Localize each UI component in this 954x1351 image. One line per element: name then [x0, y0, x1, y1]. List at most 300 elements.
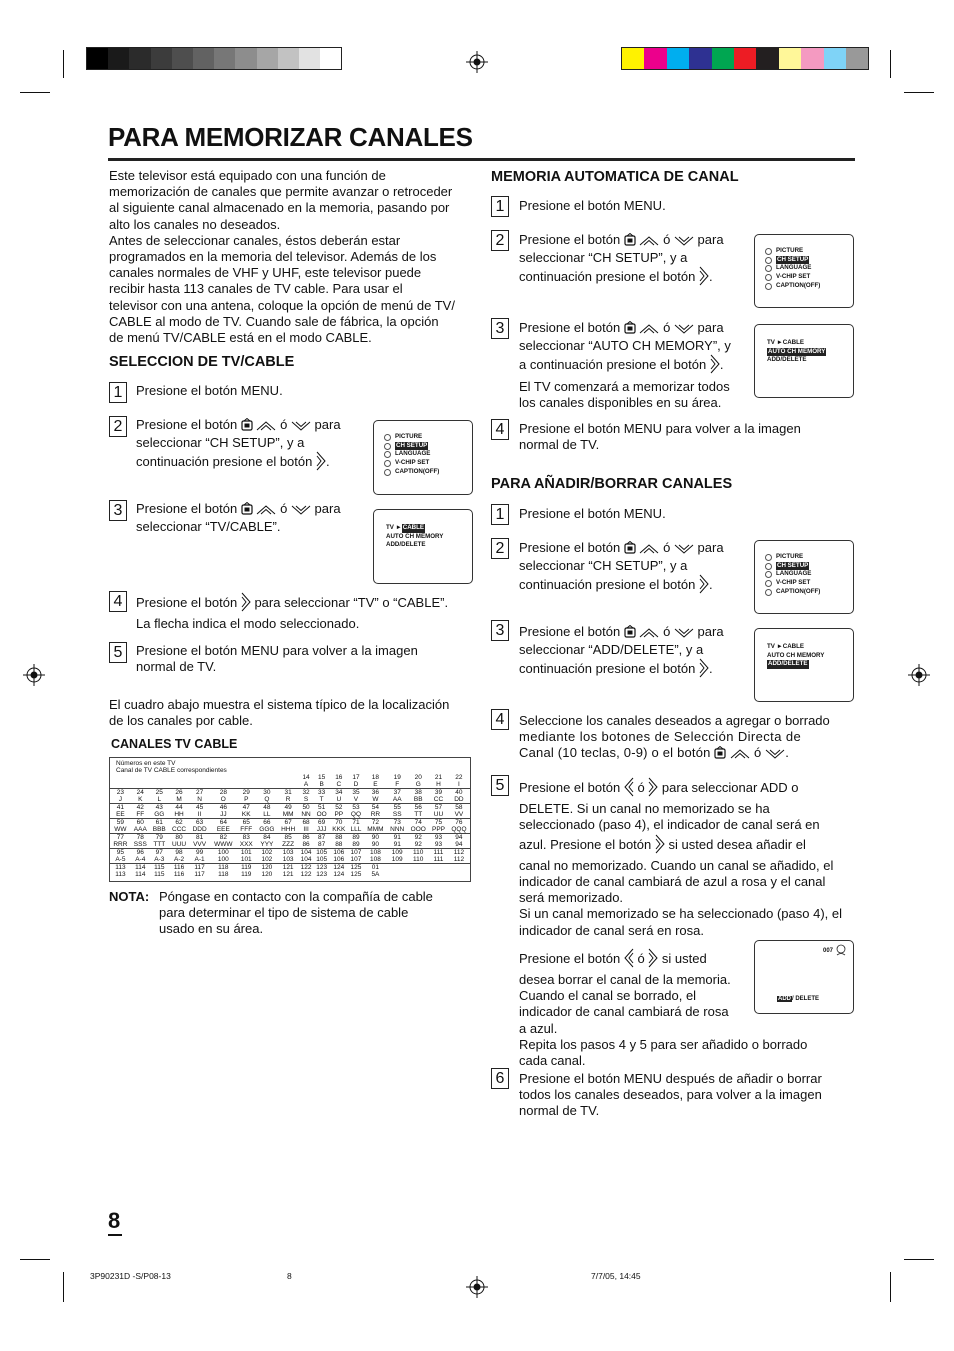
title-rule	[108, 158, 855, 161]
table-cell: KKK	[332, 826, 346, 833]
table-cell: A-1	[194, 856, 205, 863]
crop-mark	[63, 50, 64, 78]
step-text: Presione el botón ó para seleccionar “AUTO CH MEMORY”, y a continuación presione el botón . El TV comenzará a memorizar todos los canales disponibles en su área.	[519, 320, 731, 410]
menu-item-label: ADD/DELETE	[767, 356, 807, 364]
down-arrow-icon	[674, 542, 694, 558]
table-cell: R	[285, 796, 291, 803]
calibration-swatch	[108, 48, 129, 69]
table-row	[110, 841, 471, 849]
table-cell: 101	[240, 856, 252, 863]
table-row	[110, 871, 471, 878]
table-cell: 117	[194, 871, 205, 878]
menu-item-label: V-CHIP SET	[776, 273, 811, 281]
step-text: Presione el botón MENU para volver a la imagen normal de TV.	[136, 643, 418, 675]
table-cell: FFF	[240, 826, 253, 833]
menu-screen-ch-setup	[754, 540, 854, 614]
menu-item-label: ADD/DELETE	[768, 660, 808, 668]
table-cell: A-5	[115, 856, 126, 863]
table-cell: 114	[131, 864, 150, 872]
table-cell: 106	[333, 856, 345, 863]
tv-button-icon	[624, 321, 636, 338]
up-arrow-icon	[639, 626, 659, 642]
table-cell: 116	[169, 864, 190, 872]
table-cell	[407, 871, 429, 878]
crop-mark	[904, 1259, 934, 1260]
channel-screen-add-delete	[754, 940, 854, 1014]
table-cell: UU	[433, 811, 444, 818]
table-cell	[256, 774, 278, 781]
menu-screen-ch-setup	[754, 234, 854, 308]
menu-item-label: AUTO CH MEMORY	[767, 651, 825, 659]
table-cell	[429, 871, 448, 878]
table-cell: 60	[131, 819, 150, 827]
table-cell: 46	[210, 804, 237, 812]
table-row	[110, 789, 471, 797]
table-row	[110, 796, 471, 804]
table-cell: 110	[407, 849, 429, 857]
up-arrow-icon	[639, 542, 659, 558]
table-cell: 69	[314, 819, 330, 827]
step-text: Presione el botón MENU.	[136, 383, 283, 398]
table-cell: CCC	[172, 826, 187, 833]
add-option: ADD	[778, 996, 791, 1002]
table-cell: 53	[348, 804, 364, 812]
table-cell: 15	[318, 774, 326, 781]
table-cell: 77	[110, 834, 131, 842]
table-cell: 104	[300, 856, 312, 863]
step-text: Presione el botón para seleccionar “TV” o “CABLE”. La flecha indica el modo seleccionado.	[136, 592, 471, 632]
calibration-swatch	[824, 48, 846, 69]
table-cell: A	[303, 781, 309, 788]
step-number: 1	[109, 382, 127, 403]
table-cell: 30	[256, 789, 278, 797]
calibration-swatch	[320, 48, 341, 69]
table-cell: 19	[393, 774, 401, 781]
menu-item	[765, 264, 820, 273]
table-cell: 62	[169, 819, 190, 827]
calibration-swatch	[193, 48, 214, 69]
menu-item-icon	[384, 460, 391, 467]
table-cell: 103	[282, 856, 294, 863]
table-cell: 92	[414, 841, 422, 848]
tv-button-icon	[624, 541, 636, 558]
table-cell: 35	[348, 789, 364, 797]
table-cell	[237, 781, 256, 789]
menu-item	[765, 247, 820, 256]
table-cell: PPP	[431, 826, 445, 833]
menu-item-label: CH SETUP	[777, 561, 809, 569]
table-cell: 01	[364, 864, 387, 872]
table-cell: TTT	[153, 841, 166, 848]
table-cell: RR	[370, 811, 381, 818]
right-arrow-icon	[316, 451, 326, 475]
registration-mark-icon	[466, 1276, 488, 1298]
table-cell: FF	[136, 811, 145, 818]
table-row	[110, 811, 471, 819]
table-cell: 102	[261, 856, 273, 863]
table-cell: YYY	[260, 841, 274, 848]
table-row	[110, 804, 471, 812]
menu-item-label: PICTURE	[776, 553, 804, 560]
menu-item-icon	[765, 554, 772, 561]
table-cell: 121	[282, 871, 294, 878]
right-arrow-icon	[699, 658, 709, 682]
table-cell	[169, 774, 190, 781]
table-cell: 113	[110, 864, 131, 872]
table-cell: 18	[371, 774, 380, 781]
table-cell: 57	[429, 804, 448, 812]
table-cell: 94	[448, 834, 471, 842]
table-cell: 41	[110, 804, 131, 812]
table-cell: 106	[329, 849, 348, 857]
table-cell: 89	[348, 834, 364, 842]
right-arrow-icon	[699, 266, 709, 290]
menu-screen-add-delete	[754, 628, 854, 702]
table-cell: 28	[210, 789, 237, 797]
table-cell	[150, 781, 169, 789]
table-cell: 63	[189, 819, 210, 827]
down-arrow-icon	[291, 419, 311, 435]
table-cell: 121	[278, 864, 298, 872]
table-cell: 16	[335, 774, 343, 781]
table-cell	[131, 774, 150, 781]
table-cell: 84	[256, 834, 278, 842]
menu-item-label: CAPTION(OFF)	[395, 467, 440, 475]
calibration-swatch	[756, 48, 778, 69]
step-text: Presione el botón ó para seleccionar ADD o DELETE. Si un canal no memorizado se ha seleccionado (paso 4), el indicador de canal será en azul. Presione el botón si usted desea añadir el canal no memorizado. Cuando un canal se añadido, el indicador de canal cambiará de azul a rosa y el canal será memorizado. Si un canal memorizado se ha seleccionado (paso 4), el indicador de canal será en rosa. Presione el botón ó si usted desea borrar el canal de la memoria. Cuando el canal se borrado, el indicador de canal cambiará de rosa a azul. Repita los pasos 4 y 5 para ser añadido o borrado cada canal.	[519, 777, 855, 1069]
right-arrow-icon	[648, 777, 658, 801]
table-cell	[278, 781, 298, 789]
table-cell: 59	[110, 819, 131, 827]
table-cell: 87	[314, 834, 330, 842]
table-cell: WW	[114, 826, 127, 833]
menu-item	[384, 442, 439, 451]
table-cell: 105	[316, 856, 328, 863]
table-cell: 44	[169, 804, 190, 812]
menu-item-label: CH SETUP	[396, 441, 428, 449]
table-cell: 31	[278, 789, 298, 797]
step-text: Presione el botón MENU después de añadir o borrar todos los canales deseados, para volver a la imagen normal de TV.	[519, 1071, 822, 1119]
up-arrow-icon	[256, 503, 276, 519]
table-cell: 122	[300, 871, 312, 878]
step-text: Presione el botón MENU para volver a la imagen normal de TV.	[519, 421, 801, 453]
table-cell: AA	[392, 796, 402, 803]
menu-item-icon	[765, 265, 772, 272]
table-cell: B	[319, 781, 324, 788]
menu-item-icon	[765, 563, 772, 570]
channel-number: 007	[823, 948, 834, 954]
calibration-swatch	[689, 48, 711, 69]
table-cell: MM	[282, 811, 294, 818]
table-cell: 109	[387, 849, 407, 857]
menu-item	[765, 562, 820, 571]
menu-item-label: TV ►	[767, 643, 783, 650]
menu-item	[767, 643, 824, 652]
table-cell: 85	[278, 834, 298, 842]
step-number: 4	[491, 709, 509, 730]
menu-item-icon	[384, 451, 391, 458]
intro-paragraph: Este televisor está equipado con una función de memorización de canales que permite avanzar o retroceder al siguiente canal almacenado en la memoria, pasando por alto los canales no deseados. Antes de seleccionar canales, éstos deberán estar programados en la memoria del televisor. Además de los canales normales de VHF y UHF, este televisor puede recibir hasta 113 canales de TV cable. Para usar el televisor con una antena, coloque la opción de menú de TV/ CABLE al modo de TV. Cuando sale de fábrica, la opción de menú TV/CABLE está en el modo CABLE.	[109, 168, 455, 346]
table-cell: N	[197, 796, 202, 803]
table-cell: 27	[189, 789, 210, 797]
step-number: 3	[491, 318, 509, 339]
menu-item	[767, 660, 824, 669]
menu-item-label: PICTURE	[776, 247, 804, 254]
table-cell: BB	[413, 796, 423, 803]
table-cell	[237, 774, 256, 781]
menu-item-icon	[765, 248, 772, 255]
calibration-swatch	[846, 48, 868, 69]
section-heading-tv-cable: SELECCION DE TV/CABLE	[109, 354, 295, 370]
menu-item-label: PICTURE	[395, 433, 423, 440]
antenna-icon	[834, 944, 848, 958]
table-cell: SSS	[133, 841, 147, 848]
table-cell: 94	[455, 841, 463, 848]
table-cell: 67	[278, 819, 298, 827]
menu-item	[765, 570, 820, 579]
table-cell: 88	[329, 834, 348, 842]
calibration-swatch	[622, 48, 644, 69]
table-cell: 70	[329, 819, 348, 827]
table-cell: 119	[237, 864, 256, 872]
table-cell: 51	[314, 804, 330, 812]
table-cell	[189, 774, 210, 781]
table-cell: KK	[241, 811, 251, 818]
table-cell: I	[458, 781, 460, 788]
table-cell: 38	[407, 789, 429, 797]
table-cell: A-3	[154, 856, 165, 863]
left-arrow-icon	[624, 777, 634, 801]
tv-button-icon	[624, 625, 636, 642]
table-cell: XXX	[239, 841, 253, 848]
table-cell: VVV	[193, 841, 207, 848]
table-cell: 117	[189, 864, 210, 872]
table-cell: G	[415, 781, 421, 788]
table-cell: 88	[335, 841, 343, 848]
menu-item-icon	[765, 580, 772, 587]
table-cell	[110, 781, 131, 789]
table-cell: D	[353, 781, 359, 788]
delete-option: / DELETE	[792, 996, 820, 1002]
calibration-swatch	[801, 48, 823, 69]
table-cell: 109	[391, 856, 403, 863]
calibration-swatch	[779, 48, 801, 69]
calibration-swatch	[278, 48, 299, 69]
calibration-swatch	[87, 48, 108, 69]
table-cell: 99	[189, 849, 210, 857]
menu-item	[384, 433, 439, 442]
table-cell: 56	[407, 804, 429, 812]
table-cell: 32	[298, 789, 314, 797]
step-number: 4	[491, 419, 509, 440]
table-cell: 86	[302, 841, 310, 848]
menu-item-label: V-CHIP SET	[776, 579, 811, 587]
table-cell	[210, 774, 237, 781]
table-cell: 123	[316, 871, 328, 878]
menu-item	[386, 533, 443, 542]
table-cell: 125	[350, 871, 362, 878]
table-cell: OOO	[410, 826, 426, 833]
calibration-swatch	[734, 48, 756, 69]
tv-button-icon	[241, 418, 253, 435]
table-cell: 82	[210, 834, 237, 842]
table-cell: O	[220, 796, 226, 803]
table-row	[110, 849, 471, 857]
table-cell	[131, 781, 150, 789]
table-cell: H	[436, 781, 441, 788]
table-cell: 118	[218, 871, 229, 878]
table-cell: HH	[174, 811, 184, 818]
table-cell: WWW	[214, 841, 233, 848]
table-cell: 21	[434, 774, 443, 781]
table-cell: CC	[433, 796, 444, 803]
down-arrow-icon	[674, 234, 694, 250]
table-cell	[189, 781, 210, 789]
table-cell: III	[303, 826, 309, 833]
table-cell: 93	[429, 834, 448, 842]
table-cell: 74	[407, 819, 429, 827]
right-arrow-icon	[655, 834, 665, 858]
up-arrow-icon	[256, 419, 276, 435]
down-arrow-icon	[291, 503, 311, 519]
table-cell: 107	[350, 856, 362, 863]
table-cell: 113	[115, 871, 126, 878]
table-cell: PP	[334, 811, 344, 818]
table-row	[110, 856, 471, 864]
table-cell: 48	[256, 804, 278, 812]
table-cell: 54	[364, 804, 387, 812]
table-cell: LLL	[350, 826, 362, 833]
calibration-swatch	[151, 48, 172, 69]
table-cell: QQ	[350, 811, 362, 818]
table-cell: 71	[348, 819, 364, 827]
table-cell: JJJ	[316, 826, 327, 833]
menu-item-label: LANGUAGE	[776, 570, 812, 578]
menu-item-label: V-CHIP SET	[395, 459, 430, 467]
table-cell: 42	[131, 804, 150, 812]
table-cell	[110, 774, 131, 781]
table-cell: NN	[301, 811, 311, 818]
table-cell	[256, 781, 278, 789]
table-cell: 95	[110, 849, 131, 857]
table-cell: 25	[150, 789, 169, 797]
table-cell	[387, 871, 407, 878]
table-cell: 104	[298, 849, 314, 857]
calibration-swatch	[667, 48, 689, 69]
crop-mark	[904, 92, 934, 93]
table-row	[110, 834, 471, 842]
cable-channel-table: Números en este TV Canal de TV CABLE correspondientes 14 15 16 17 18 19 20 21 22 A B C D E F G H I 23 24 25 26 27 28 29 30 31 32 33 34 35 36 37 38 39 40 J K L M N O P Q R S T U V W AA BB CC DD 41 42 43 44 45 46 47 48 49 50 51 52 53 54 55 56 57 58 EE FF GG HH II JJ KK LL MM NN OO PP QQ RR SS TT UU VV 59 60 61 62 63 64 65 66 67 68 69 70 71 72 73 74 75 76 WW AAA BBB CCC DDD EEE FFF GGG HHH III JJJ KKK LLL MMM NNN OOO PPP QQQ 77 78 79 80 81 82 83 84 85 86 87 88 89 90 91 92 93 94 RRR SSS TTT UUU VVV WWW XXX YYY ZZZ 86 87 88 89 90 91 92 93 94 95 96 97 98 99 100 101 102 103 104 105 106 107 108 109 110 111 112 A-5 A-4 A-3 A-2 A-1 100 101 102 103 104 105 106 107 108 109 110 111 112 113 114 115 116 117 118 119 120 121 122 123 124 125 01 113 114 115 116 117 118 119 120 121 122 123 124 125 5A	[109, 757, 471, 882]
section-heading-auto-memory: MEMORIA AUTOMATICA DE CANAL	[491, 169, 739, 185]
menu-item	[765, 588, 820, 597]
table-cell: 81	[189, 834, 210, 842]
table-cell: 124	[333, 871, 345, 878]
table-cell: 92	[407, 834, 429, 842]
step-text: Presione el botón ó para seleccionar “TV/CABLE”.	[136, 501, 341, 535]
table-cell	[278, 774, 298, 781]
table-cell: 90	[364, 834, 387, 842]
left-arrow-icon	[624, 948, 634, 972]
table-cell: K	[138, 796, 143, 803]
table-cell: 101	[237, 849, 256, 857]
step-number: 5	[491, 775, 509, 796]
table-cell: A-2	[173, 856, 185, 863]
table-cell: ZZZ	[282, 841, 295, 848]
table-cell: 43	[150, 804, 169, 812]
table-cell: 47	[237, 804, 256, 812]
table-cell: 87	[318, 841, 326, 848]
crop-mark	[20, 1259, 50, 1260]
menu-item	[765, 553, 820, 562]
table-cell: 65	[237, 819, 256, 827]
table-cell: EEE	[216, 826, 230, 833]
menu-item-label: CH SETUP	[777, 255, 809, 263]
up-arrow-icon	[639, 234, 659, 250]
registration-mark-icon	[908, 664, 930, 686]
calibration-swatch	[644, 48, 666, 69]
right-arrow-icon	[241, 592, 251, 616]
menu-item	[765, 282, 820, 291]
table-cell: 72	[364, 819, 387, 827]
table-cell: 39	[429, 789, 448, 797]
table-row	[110, 878, 471, 882]
step-number: 4	[109, 591, 127, 612]
menu-item-label: TV ►	[386, 524, 402, 531]
menu-item-icon	[765, 257, 772, 264]
table-cell: M	[176, 796, 182, 803]
table-cell: DDD	[192, 826, 207, 833]
table-cell: BBB	[152, 826, 166, 833]
table-cell: 29	[237, 789, 256, 797]
menu-item-label: ADD/DELETE	[386, 541, 426, 549]
table-cell: NNN	[390, 826, 405, 833]
right-arrow-icon	[648, 948, 658, 972]
menu-item	[765, 256, 820, 265]
table-cell: 37	[387, 789, 407, 797]
footer-page: 8	[287, 1271, 292, 1281]
table-cell: 75	[429, 819, 448, 827]
menu-item	[384, 450, 439, 459]
table-cell: 40	[448, 789, 471, 797]
table-cell: 105	[314, 849, 330, 857]
table-cell: 102	[256, 849, 278, 857]
table-cell: GGG	[259, 826, 275, 833]
menu-item-label: AUTO CH MEMORY	[386, 532, 444, 540]
menu-item	[384, 459, 439, 468]
table-cell: 124	[329, 864, 348, 872]
crop-mark	[20, 92, 50, 93]
step-text: Presione el botón ó para seleccionar “ADD/DELETE”, y a continuación presione el botón .	[519, 624, 744, 683]
menu-item	[767, 348, 826, 357]
table-cell: 97	[150, 849, 169, 857]
down-arrow-icon	[674, 322, 694, 338]
table-cell: 83	[237, 834, 256, 842]
menu-item-label: CABLE	[402, 524, 425, 531]
step-number: 2	[109, 416, 127, 437]
menu-item	[386, 541, 443, 550]
step-number: 5	[109, 642, 127, 663]
calibration-swatch	[172, 48, 193, 69]
crop-mark	[63, 1272, 64, 1302]
table-cell: 125	[348, 864, 364, 872]
table-cell: A-4	[135, 856, 146, 863]
menu-item-icon	[384, 434, 391, 441]
table-cell	[448, 864, 471, 872]
table-row	[110, 781, 471, 789]
table-cell: 122	[298, 864, 314, 872]
menu-item-icon	[765, 283, 772, 290]
table-cell: 120	[256, 864, 278, 872]
